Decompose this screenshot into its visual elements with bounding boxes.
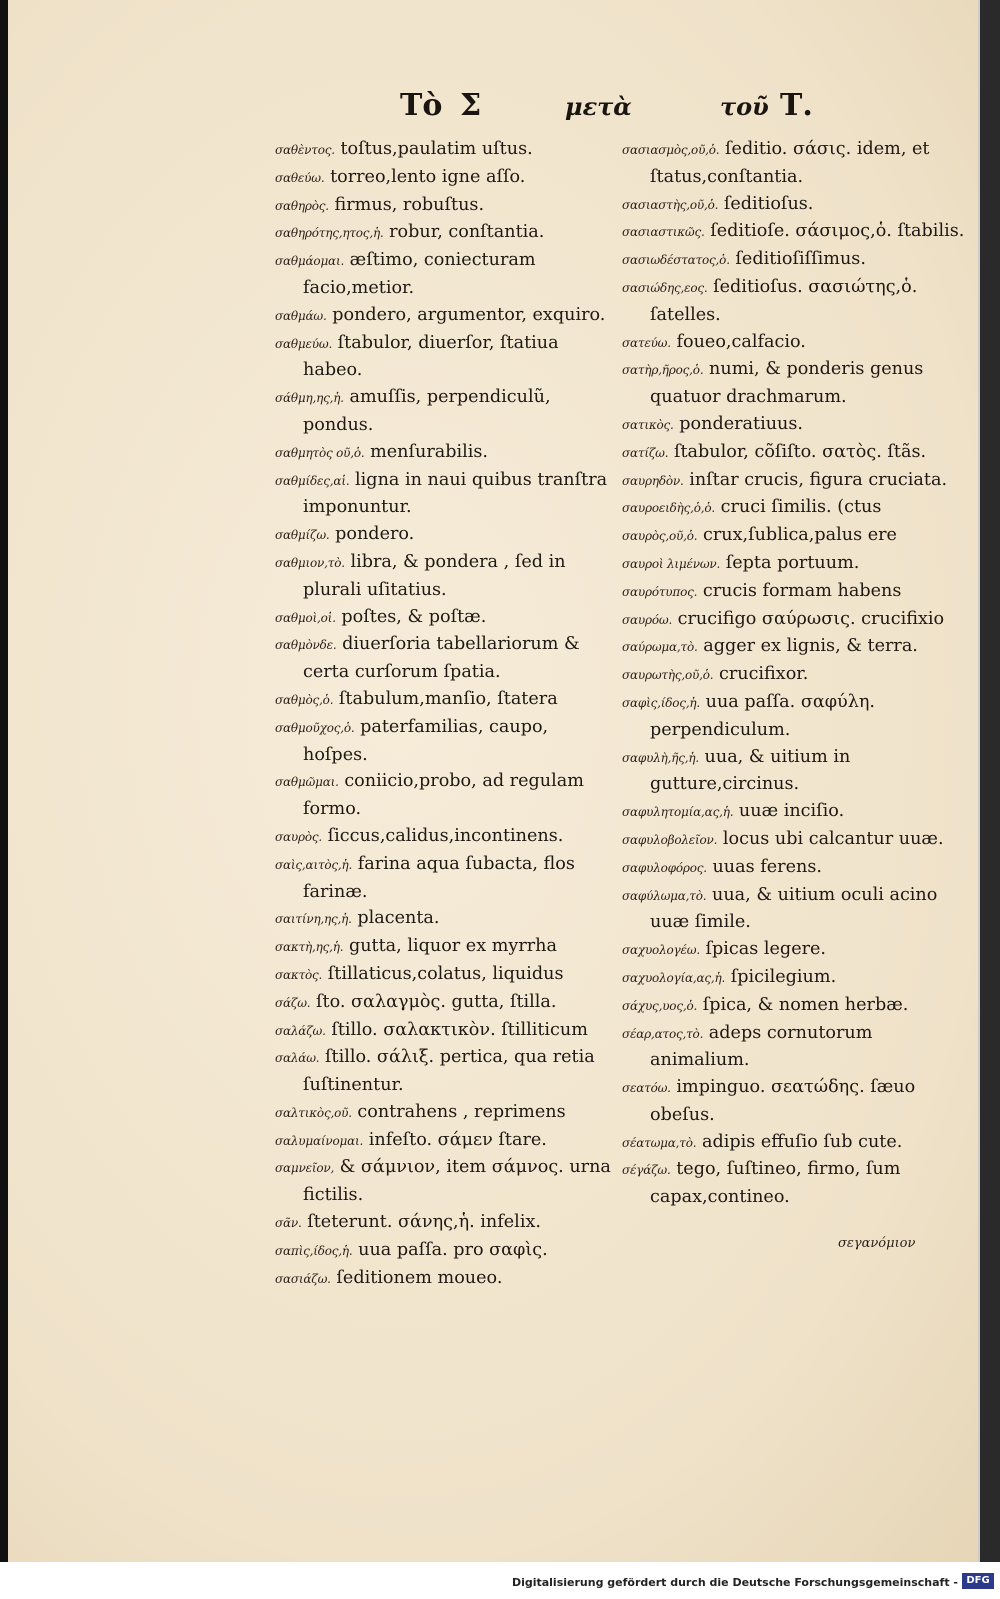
catchword: σεγανόμιον xyxy=(838,1236,916,1251)
dictionary-entry xyxy=(275,714,615,769)
dictionary-entry xyxy=(622,494,967,522)
greek-headword: σαλάζω. xyxy=(275,1023,326,1038)
dictionary-entry xyxy=(275,1154,615,1209)
greek-headword: σαυρόω. xyxy=(622,612,673,627)
greek-headword: σασιώδης,εος. xyxy=(622,280,708,295)
latin-definition: uua, & uitium in gutture,circinus. xyxy=(650,746,851,795)
latin-definition: robur, conſtantia. xyxy=(389,222,545,243)
greek-headword: σαθμητὸς οῦ,ὁ. xyxy=(275,445,365,460)
greek-headword: σαθμοῦχος,ὁ. xyxy=(275,720,355,735)
latin-definition: cruci ſimilis. (ctus xyxy=(720,497,882,518)
dictionary-entry xyxy=(275,961,615,989)
latin-definition: ſeditionem moueo. xyxy=(336,1267,503,1288)
dictionary-entry xyxy=(622,882,967,937)
scan-edge xyxy=(0,0,8,1562)
dictionary-entry xyxy=(275,905,615,933)
greek-headword: σαθμίδες,αἱ. xyxy=(275,473,350,488)
greek-headword: σαχυολογία,ας,ἡ. xyxy=(622,970,726,985)
greek-headword: σαυρὸς. xyxy=(275,829,323,844)
greek-headword: σᾶν. xyxy=(275,1216,302,1231)
latin-definition: coniicio,probo, ad regulam formo. xyxy=(303,771,584,820)
greek-headword: σέγάζω. xyxy=(622,1163,671,1178)
greek-headword: σαθμεύω. xyxy=(275,336,333,351)
greek-headword: σέατωμα,τὸ. xyxy=(622,1135,697,1150)
dictionary-entry xyxy=(622,964,967,992)
dictionary-entry xyxy=(622,936,967,964)
dictionary-entry xyxy=(275,1265,615,1293)
latin-definition: & σάμνιον, item σάμνος. urna fictilis. xyxy=(303,1157,611,1206)
dictionary-entry xyxy=(275,1127,615,1155)
greek-headword: σαφυλητομία,ας,ἡ. xyxy=(622,805,734,820)
running-header xyxy=(400,88,840,128)
dictionary-entry xyxy=(622,329,967,357)
greek-headword: σασιαστὴς,οῦ,ὁ. xyxy=(622,197,719,212)
greek-headword: σάζω. xyxy=(275,995,311,1010)
header-left-letter: Σ xyxy=(460,88,482,123)
latin-definition: ſeditioſiſſimus. xyxy=(735,249,866,270)
greek-headword: σαμνεῖον, xyxy=(275,1161,335,1176)
dictionary-entry xyxy=(622,356,967,411)
latin-definition: adeps cornutorum animalium. xyxy=(650,1022,873,1071)
dictionary-entry xyxy=(275,1017,615,1045)
latin-definition: ſtillo. σαλακτικὸν. ſtilliticum xyxy=(331,1019,588,1040)
greek-headword: σατεύω. xyxy=(622,335,671,350)
dictionary-entry xyxy=(275,521,615,549)
greek-headword: σατικὸς. xyxy=(622,417,674,432)
dictionary-entry xyxy=(275,604,615,632)
scan-right-edge xyxy=(978,0,1000,1562)
latin-definition: ligna in naui quibus tranſtra imponuntur. xyxy=(303,469,608,518)
dictionary-entry xyxy=(622,633,967,661)
greek-headword: σαὶς,αιτὸς,ἡ. xyxy=(275,857,353,872)
latin-definition: menſurabilis. xyxy=(370,441,489,462)
greek-headword: σαθμάω. xyxy=(275,308,327,323)
greek-headword: σεατόω. xyxy=(622,1081,671,1096)
dictionary-entry xyxy=(622,1074,967,1129)
greek-headword: σαφυλὴ,ῆς,ἡ. xyxy=(622,750,699,765)
dictionary-entry xyxy=(622,689,967,744)
header-right-article: τοῦ xyxy=(720,92,769,121)
dictionary-entry xyxy=(275,1044,615,1099)
greek-headword: σαυροὶ λιμένων. xyxy=(622,556,721,571)
latin-definition: ſtabulor, diuerſor, ſtatiua habeo. xyxy=(303,332,559,381)
dictionary-entry xyxy=(622,798,967,826)
dictionary-entry xyxy=(622,522,967,550)
latin-definition: uuas ferens. xyxy=(712,856,822,877)
greek-headword: σαθμὸς,ὁ. xyxy=(275,692,334,707)
latin-definition: libra, & pondera , ſed in plurali uſitatius. xyxy=(303,551,566,600)
greek-headword: σαθμοὶ,οἱ. xyxy=(275,610,336,625)
dictionary-entry xyxy=(275,686,615,714)
dictionary-entry xyxy=(622,136,967,191)
greek-headword: σαθεύω. xyxy=(275,170,325,185)
header-right-letter: Τ. xyxy=(780,88,813,123)
greek-headword: σαφὶς,ίδος,ἡ. xyxy=(622,695,701,710)
dictionary-entry xyxy=(622,661,967,689)
latin-definition: ſepta portuum. xyxy=(725,552,860,573)
latin-definition: poſtes, & poſtæ. xyxy=(341,606,487,627)
dictionary-entry xyxy=(622,1020,967,1075)
latin-definition: ſtabulum,manſio, ſtatera xyxy=(338,688,558,709)
latin-definition: ſiccus,calidus,incontinens. xyxy=(327,825,564,846)
latin-definition: foueo,calfacio. xyxy=(676,331,806,352)
latin-definition: paterfamilias, caupo, hoſpes. xyxy=(303,716,549,765)
dictionary-entry xyxy=(622,578,967,606)
latin-definition: ſeditioſe. σάσιμος,ὁ. ſtabilis. xyxy=(710,221,965,242)
latin-definition: ſeditioſus. xyxy=(723,193,814,214)
greek-headword: σαθμίζω. xyxy=(275,528,330,543)
dfg-logo: DFG xyxy=(962,1573,994,1589)
latin-definition: uua, & uitium oculi acino uuæ ſimile. xyxy=(650,884,938,933)
dictionary-entry xyxy=(622,246,967,274)
latin-definition: placenta. xyxy=(357,908,440,929)
dictionary-entry xyxy=(622,274,967,329)
latin-definition: firmus, robuſtus. xyxy=(334,194,485,215)
latin-definition: ſpicilegium. xyxy=(730,966,837,987)
latin-definition: ſtabulor, cõſiſto. σατὸς. ſtãs. xyxy=(673,441,927,462)
greek-headword: σαυρηδὸν. xyxy=(622,473,684,488)
latin-definition: toſtus,paulatim uſtus. xyxy=(340,139,533,159)
latin-definition: ſeditioſus. σασιώτης,ὁ. ſatelles. xyxy=(650,276,918,325)
greek-headword: σαθμὸνδε. xyxy=(275,638,337,653)
dictionary-entry xyxy=(275,851,615,906)
dictionary-entry xyxy=(275,384,615,439)
dictionary-entry xyxy=(622,218,967,246)
greek-headword: σαθμιον,τὸ. xyxy=(275,555,345,570)
latin-definition: crucifixor. xyxy=(718,664,809,685)
latin-definition: tego, ſuſtineo, firmo, ſum capax,contineo. xyxy=(650,1159,901,1208)
dictionary-entry xyxy=(622,826,967,854)
dictionary-entry xyxy=(275,247,615,302)
dictionary-entry xyxy=(275,330,615,385)
greek-headword: σακτὸς. xyxy=(275,967,323,982)
dictionary-entry xyxy=(275,989,615,1017)
dictionary-entry xyxy=(275,1099,615,1127)
dictionary-entry xyxy=(275,219,615,247)
dictionary-entry xyxy=(275,302,615,330)
greek-headword: σαλάω. xyxy=(275,1051,320,1066)
dictionary-entry xyxy=(275,933,615,961)
greek-headword: σαιτίνη,ης,ἡ. xyxy=(275,912,352,927)
left-column xyxy=(275,136,615,1292)
latin-definition: inſtar crucis, figura cruciata. xyxy=(689,469,948,490)
latin-definition: ſpicas legere. xyxy=(705,939,827,960)
latin-definition: crucifigo σαύρωσις. crucifixio xyxy=(677,608,945,629)
dictionary-entry xyxy=(622,550,967,578)
greek-headword: σαλτικὸς,οῦ. xyxy=(275,1105,352,1120)
dictionary-entry xyxy=(622,1156,967,1211)
greek-headword: σακτὴ,ης,ἡ. xyxy=(275,940,344,955)
dictionary-entry xyxy=(622,606,967,634)
dictionary-entry xyxy=(275,467,615,522)
greek-headword: σαλυμαίνομαι. xyxy=(275,1133,364,1148)
greek-headword: σαθηρὸς. xyxy=(275,198,329,213)
greek-headword: σαχυολογέω. xyxy=(622,943,700,958)
greek-headword: σαφύλωμα,τὸ. xyxy=(622,888,707,903)
dictionary-entry xyxy=(275,823,615,851)
latin-definition: infeſto. σάμεν ſtare. xyxy=(368,1129,547,1150)
latin-definition: crux,ſublica,palus ere xyxy=(702,525,897,546)
greek-headword: σάθμη,ης,ἡ. xyxy=(275,391,344,406)
greek-headword: σαυρότυπος. xyxy=(622,584,698,599)
latin-definition: ſtillo. σάλιξ. pertica, qua retia ſuſtinentur. xyxy=(303,1047,595,1096)
right-column xyxy=(622,136,967,1211)
dictionary-entry xyxy=(622,744,967,799)
latin-definition: gutta, liquor ex myrrha xyxy=(348,936,557,957)
greek-headword: σαύρωμα,τὸ. xyxy=(622,640,698,655)
greek-headword: σατὴρ,ῆρος,ὁ. xyxy=(622,363,704,378)
greek-headword: σάχυς,υος,ὁ. xyxy=(622,998,698,1013)
greek-headword: σαθὲντος. xyxy=(275,143,335,157)
latin-definition: crucis formam habens xyxy=(702,580,902,601)
latin-definition: ſto. σαλαγμὸς. gutta, ſtilla. xyxy=(316,991,557,1012)
dictionary-entry xyxy=(275,549,615,604)
latin-definition: locus ubi calcantur uuæ. xyxy=(722,828,944,849)
greek-headword: σαφυλοβολεῖον. xyxy=(622,832,718,847)
latin-definition: diuerſoria tabellariorum & certa curſorum ſpatia. xyxy=(303,634,580,683)
header-left-article: Τὸ xyxy=(400,88,443,123)
dictionary-entry xyxy=(275,164,615,192)
footer-credit: Digitalisierung gefördert durch die Deutsche Forschungsgemeinschaft - xyxy=(511,1576,958,1589)
dictionary-entry xyxy=(622,411,967,439)
latin-definition: ſpica, & nomen herbæ. xyxy=(702,994,909,1015)
greek-headword: σαυροειδὴς,ὁ,ὁ. xyxy=(622,501,716,516)
greek-headword: σέαρ,ατος,τὸ. xyxy=(622,1026,704,1041)
dictionary-entry xyxy=(275,1237,615,1265)
dictionary-entry xyxy=(275,1209,615,1237)
greek-headword: σασιάζω. xyxy=(275,1271,331,1286)
latin-definition: torreo,lento igne aſſo. xyxy=(330,166,526,187)
greek-headword: σασιασμὸς,οῦ,ὁ. xyxy=(622,143,720,157)
latin-definition: farina aqua ſubacta, flos farinæ. xyxy=(303,853,575,902)
dictionary-entry xyxy=(275,631,615,686)
dictionary-entry xyxy=(622,1129,967,1157)
greek-headword: σασιαστικῶς. xyxy=(622,225,705,240)
latin-definition: uuæ inciſio. xyxy=(738,801,845,822)
header-middle: μετὰ xyxy=(565,92,632,121)
dictionary-entry xyxy=(275,136,615,164)
dictionary-entry xyxy=(622,191,967,219)
latin-definition: pondero. xyxy=(335,524,415,545)
latin-definition: contrahens , reprimens xyxy=(357,1101,566,1122)
greek-headword: σασιωδέστατος,ὁ. xyxy=(622,253,730,268)
latin-definition: amuſſis, perpendiculũ, pondus. xyxy=(303,387,551,435)
latin-definition: numi, & ponderis genus quatuor drachmarum. xyxy=(650,359,924,408)
latin-definition: impinguo. σεατώδης. ſæuo obeſus. xyxy=(650,1077,916,1125)
latin-definition: pondero, argumentor, exquiro. xyxy=(332,304,606,325)
dictionary-entry xyxy=(275,768,615,823)
dictionary-entry xyxy=(622,467,967,495)
latin-definition: ſeditio. σάσις. idem, et ſtatus,conſtantia. xyxy=(650,139,930,187)
latin-definition: adipis effuſio ſub cute. xyxy=(701,1131,903,1152)
greek-headword: σαθηρότης,ητος,ἡ. xyxy=(275,226,384,241)
latin-definition: ſteterunt. σάνης,ἡ. infelix. xyxy=(307,1212,541,1233)
greek-headword: σαφυλοφόρος. xyxy=(622,860,707,875)
latin-definition: uua paſſa. pro σαφὶς. xyxy=(358,1239,548,1260)
dictionary-entry xyxy=(275,439,615,467)
footer-bar xyxy=(0,1562,1000,1599)
dictionary-entry xyxy=(622,992,967,1020)
latin-definition: ſtillaticus,colatus, liquidus xyxy=(327,963,564,984)
dictionary-entry xyxy=(275,192,615,220)
latin-definition: agger ex lignis, & terra. xyxy=(703,636,918,657)
latin-definition: uua paſſa. σαφύλη. perpendiculum. xyxy=(650,691,876,740)
greek-headword: σαθμάομαι. xyxy=(275,254,345,269)
latin-definition: æſtimo, coniecturam facio,metior. xyxy=(303,250,536,298)
greek-headword: σαυρὸς,οῦ,ὁ. xyxy=(622,529,698,544)
latin-definition: ponderatiuus. xyxy=(679,413,804,434)
greek-headword: σατίζω. xyxy=(622,445,669,460)
greek-headword: σαπὶς,ίδος,ἡ. xyxy=(275,1243,353,1258)
greek-headword: σαθμῶμαι. xyxy=(275,775,339,790)
greek-headword: σαυρωτὴς,οῦ,ὁ. xyxy=(622,668,714,683)
dictionary-entry xyxy=(622,439,967,467)
dictionary-entry xyxy=(622,854,967,882)
